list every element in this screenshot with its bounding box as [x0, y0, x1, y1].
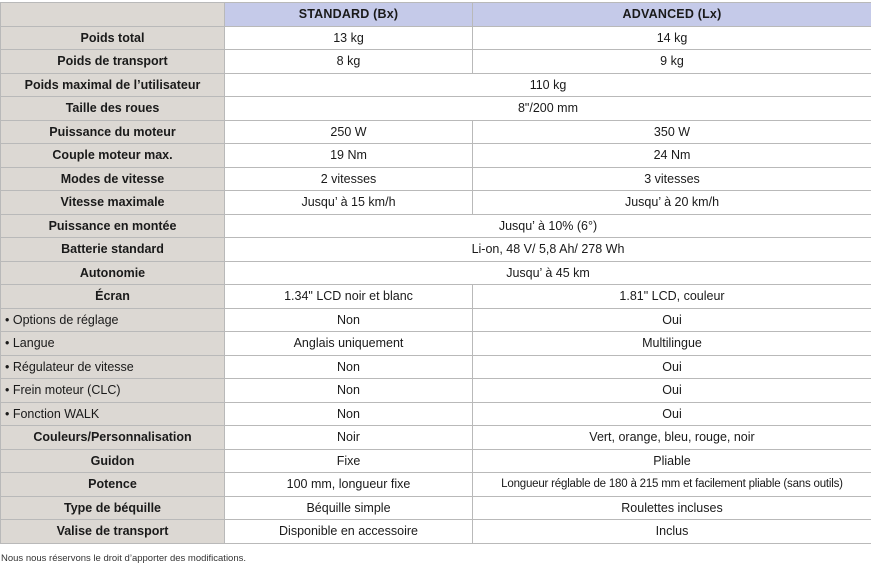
- row-label: Guidon: [1, 449, 225, 473]
- row-label: • Fonction WALK: [1, 402, 225, 426]
- standard-value-cell: 13 kg: [225, 26, 473, 50]
- row-label: Taille des roues: [1, 97, 225, 121]
- standard-value-cell: 250 W: [225, 120, 473, 144]
- shared-value-cell: Li-on, 48 V/ 5,8 Ah/ 278 Wh: [225, 238, 871, 262]
- table-row: [1, 332, 871, 356]
- table-row: [1, 73, 871, 97]
- standard-value-cell: 100 mm, longueur fixe: [225, 473, 473, 497]
- row-label: Écran: [1, 285, 225, 309]
- standard-value-cell: 19 Nm: [225, 144, 473, 168]
- spec-table-body: [1, 26, 871, 543]
- shared-value-cell: 110 kg: [225, 73, 871, 97]
- table-row: [1, 26, 871, 50]
- row-label: Type de béquille: [1, 496, 225, 520]
- advanced-value-cell: Oui: [473, 379, 871, 403]
- row-label: Couple moteur max.: [1, 144, 225, 168]
- table-row: [1, 308, 871, 332]
- advanced-value-cell: Jusqu’ à 20 km/h: [473, 191, 871, 215]
- row-label: Batterie standard: [1, 238, 225, 262]
- row-label: Modes de vitesse: [1, 167, 225, 191]
- row-label: • Régulateur de vitesse: [1, 355, 225, 379]
- advanced-value-cell: Vert, orange, bleu, rouge, noir: [473, 426, 871, 450]
- advanced-value-cell: Roulettes incluses: [473, 496, 871, 520]
- table-row: [1, 379, 871, 403]
- advanced-value-cell: Pliable: [473, 449, 871, 473]
- spec-table: [0, 2, 871, 544]
- header-standard: STANDARD (Bx): [225, 3, 473, 27]
- header-row: [1, 3, 871, 27]
- standard-value-cell: Anglais uniquement: [225, 332, 473, 356]
- standard-value-cell: Jusqu’ à 15 km/h: [225, 191, 473, 215]
- table-row: [1, 402, 871, 426]
- standard-value-cell: Non: [225, 402, 473, 426]
- table-row: [1, 496, 871, 520]
- header-corner-cell: [1, 3, 225, 27]
- advanced-value-cell: Oui: [473, 308, 871, 332]
- advanced-value-cell: 1.81" LCD, couleur: [473, 285, 871, 309]
- advanced-value-cell: 350 W: [473, 120, 871, 144]
- table-row: [1, 261, 871, 285]
- shared-value-cell: Jusqu’ à 10% (6°): [225, 214, 871, 238]
- table-row: [1, 50, 871, 74]
- shared-value-cell: Jusqu’ à 45 km: [225, 261, 871, 285]
- table-row: [1, 520, 871, 544]
- table-row: [1, 426, 871, 450]
- row-label: Vitesse maximale: [1, 191, 225, 215]
- advanced-value-cell: Multilingue: [473, 332, 871, 356]
- table-row: [1, 214, 871, 238]
- standard-value-cell: Fixe: [225, 449, 473, 473]
- row-label: Poids maximal de l’utilisateur: [1, 73, 225, 97]
- table-row: [1, 97, 871, 121]
- standard-value-cell: Non: [225, 355, 473, 379]
- advanced-value-cell: Oui: [473, 355, 871, 379]
- row-label: • Frein moteur (CLC): [1, 379, 225, 403]
- table-row: [1, 167, 871, 191]
- row-label: Poids de transport: [1, 50, 225, 74]
- standard-value-cell: Béquille simple: [225, 496, 473, 520]
- standard-value-cell: Noir: [225, 426, 473, 450]
- row-label: Puissance du moteur: [1, 120, 225, 144]
- table-row: [1, 191, 871, 215]
- advanced-value-cell: 14 kg: [473, 26, 871, 50]
- row-label: Couleurs/Personnalisation: [1, 426, 225, 450]
- standard-value-cell: 8 kg: [225, 50, 473, 74]
- shared-value-cell: 8"/200 mm: [225, 97, 871, 121]
- row-label: • Options de réglage: [1, 308, 225, 332]
- advanced-value-cell: 9 kg: [473, 50, 871, 74]
- standard-value-cell: 1.34" LCD noir et blanc: [225, 285, 473, 309]
- table-row: [1, 238, 871, 262]
- table-row: [1, 449, 871, 473]
- advanced-value-cell: 3 vitesses: [473, 167, 871, 191]
- standard-value-cell: 2 vitesses: [225, 167, 473, 191]
- advanced-value-cell: Inclus: [473, 520, 871, 544]
- footnote: Nous nous réservons le droit d’apporter des modifications.: [1, 553, 246, 564]
- advanced-value-cell: 24 Nm: [473, 144, 871, 168]
- row-label: Puissance en montée: [1, 214, 225, 238]
- row-label: Valise de transport: [1, 520, 225, 544]
- standard-value-cell: Non: [225, 379, 473, 403]
- row-label: Poids total: [1, 26, 225, 50]
- standard-value-cell: Disponible en accessoire: [225, 520, 473, 544]
- advanced-value-cell: Oui: [473, 402, 871, 426]
- table-row: [1, 144, 871, 168]
- row-label: • Langue: [1, 332, 225, 356]
- table-row: [1, 285, 871, 309]
- advanced-value-cell: Longueur réglable de 180 à 215 mm et facilement pliable (sans outils): [473, 473, 871, 497]
- header-advanced: ADVANCED (Lx): [473, 3, 871, 27]
- table-row: [1, 473, 871, 497]
- row-label: Autonomie: [1, 261, 225, 285]
- standard-value-cell: Non: [225, 308, 473, 332]
- table-row: [1, 120, 871, 144]
- row-label: Potence: [1, 473, 225, 497]
- table-row: [1, 355, 871, 379]
